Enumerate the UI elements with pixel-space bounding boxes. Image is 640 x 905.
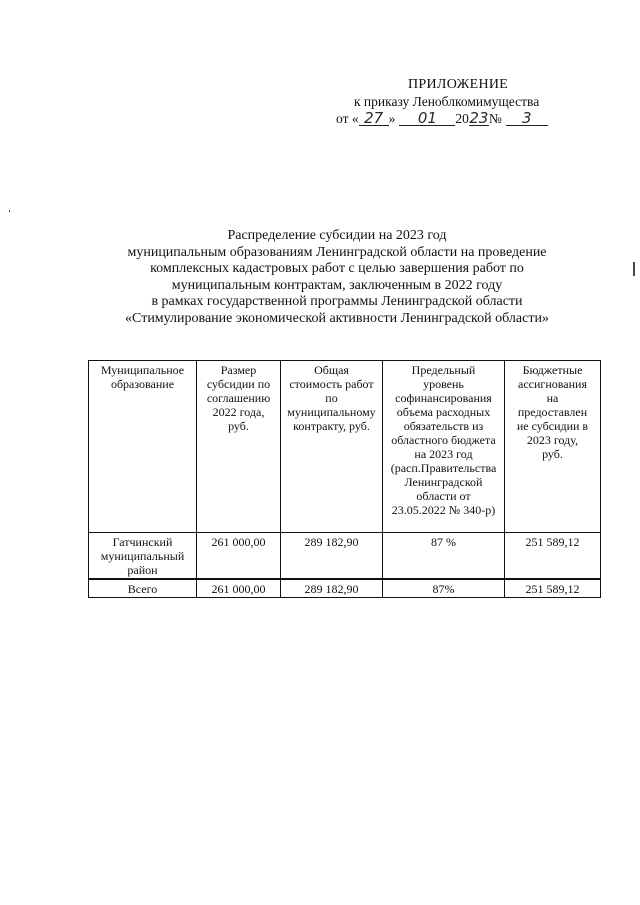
handwritten-year: 23 [469,109,489,127]
handwritten-month: 01 [399,111,455,126]
table-row [89,533,601,580]
total-subsidy-cell: 261 000,00 [197,579,281,598]
column-header-cofinancing-level: Предельный уровень софинансирования объема расходных обязательств из областного бюджета на 2023 год (расп.Правительства Ленинградской области от 23.05.2022 № 340-р) [383,361,505,533]
scan-edge-mark [633,262,635,276]
document-title [88,228,586,327]
column-header-total-cost: Общая стоимость работ по муниципальному контракту, руб. [281,361,383,533]
budget-allocation-cell: 251 589,12 [505,533,601,580]
municipality-name: Гатчинский муниципальный район [89,533,197,580]
table-header-row [89,361,601,533]
total-cost-sum-cell: 289 182,90 [281,579,383,598]
title-line: в рамках государственной программы Ленинградской области [151,294,523,309]
date-close-quote: » [388,111,396,126]
year-prefix: 20 [455,111,469,126]
total-cofinancing-cell: 87% [383,579,505,598]
number-sign: № [488,111,502,126]
column-header-subsidy-amount: Размер субсидии по соглашению 2022 года, руб. [197,361,281,533]
handwritten-order-number: 3 [506,111,548,126]
title-line: муниципальным образованиям Ленинградской области на проведение [127,244,547,260]
title-line: Распределение субсидии на 2023 год [227,228,447,243]
subsidy-distribution-table [88,360,601,598]
title-line: комплексных кадастровых работ с целью завершения работ по [150,261,524,276]
column-header-budget-allocation: Бюджетные ассигнования на предоставлен ие субсидии в 2023 году, руб. [505,361,601,533]
subsidy-amount-cell: 261 000,00 [197,533,281,580]
order-reference: к приказу Леноблкомимущества [354,94,540,109]
table-total-row [89,579,601,598]
cofinancing-level-cell: 87 % [383,533,505,580]
appendix-title: ПРИЛОЖЕНИЕ [408,77,509,92]
total-budget-allocation-cell: 251 589,12 [505,579,601,598]
date-prefix: от « [336,111,359,126]
handwritten-day: 27 [359,111,389,126]
total-cost-cell: 289 182,90 [281,533,383,580]
column-header-municipality: Муниципальное образование [89,361,197,533]
scan-speck [9,210,10,212]
order-date-line [336,110,548,127]
title-line: «Стимулирование экономической активности Ленинградской области» [125,310,549,326]
title-line: муниципальным контрактам, заключенным в 2022 году [171,277,503,293]
total-label: Всего [89,579,197,598]
